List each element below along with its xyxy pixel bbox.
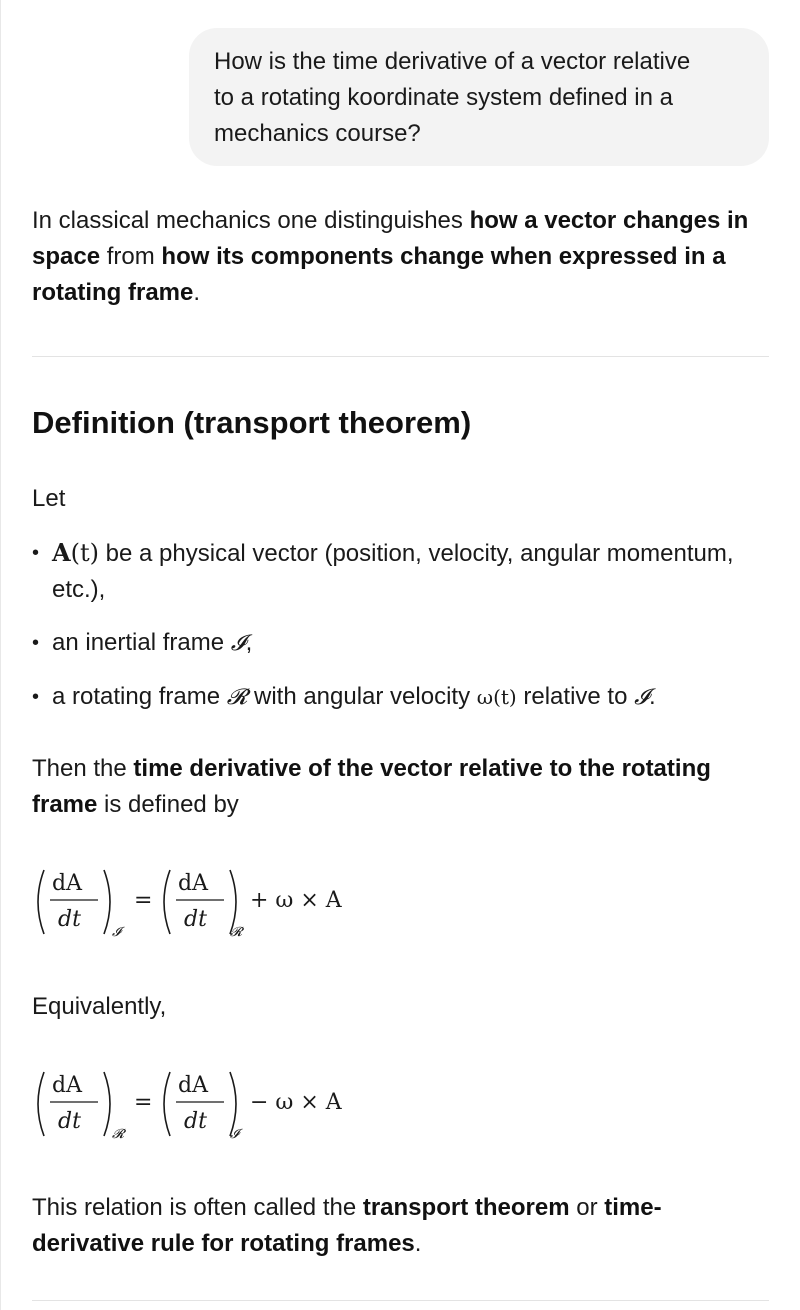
math-symbol: A	[52, 538, 71, 567]
user-message-line: to a rotating koordinate system defined in a	[214, 84, 673, 111]
fraction-numerator: dA	[178, 1073, 208, 1098]
paren-right	[104, 1072, 110, 1136]
subscript: 𝓡	[112, 1127, 125, 1142]
text-run: or	[569, 1194, 605, 1221]
let-text: Let	[32, 485, 66, 512]
bold-text: how its components change when expressed in a rotating frame	[32, 243, 726, 306]
list-item-text: with angular velocity	[247, 683, 477, 710]
fraction-numerator: dA	[178, 871, 208, 896]
equation-1	[32, 862, 392, 942]
bullet-dot: •	[32, 632, 40, 654]
text-run: from	[100, 243, 162, 270]
fraction-numerator: dA	[52, 1073, 82, 1098]
equals-sign: =	[134, 888, 153, 913]
fraction-denominator: dt	[58, 1109, 81, 1134]
fraction-numerator: dA	[52, 871, 82, 896]
fraction-denominator: dt	[184, 907, 207, 932]
fraction-denominator: dt	[58, 907, 81, 932]
bold-text: time derivative of the vector relative to the rotating frame	[32, 755, 711, 818]
section-divider	[32, 356, 769, 357]
equation-2	[32, 1064, 392, 1144]
equals-sign: =	[134, 1090, 153, 1115]
subscript: 𝓘	[230, 1127, 239, 1142]
math-symbol: (t)	[70, 539, 99, 567]
user-message-bubble	[189, 28, 769, 166]
subscript: 𝓘	[112, 925, 121, 940]
list-item-text: .	[648, 683, 656, 710]
bold-text: transport theorem	[362, 1194, 570, 1221]
list-item	[32, 679, 772, 716]
math-symbol: 𝓘	[634, 685, 649, 710]
text-run: Then the	[32, 755, 134, 782]
list-item-text: relative to	[516, 683, 635, 710]
subscript: 𝓡	[230, 925, 243, 940]
paren-left	[38, 870, 44, 934]
list-item-text: a rotating frame	[52, 683, 227, 710]
fraction-denominator: dt	[184, 1109, 207, 1134]
text-run: In classical mechanics one distinguishes	[32, 207, 470, 234]
bold-text: how a vector changes in space	[32, 207, 749, 270]
text-run: is defined by	[97, 791, 239, 818]
paren-left	[164, 1072, 170, 1136]
list-item-text: be a physical vector (position, velocity, angular momentum, etc.),	[52, 540, 734, 603]
paren-left	[38, 1072, 44, 1136]
text-run: .	[414, 1230, 422, 1257]
user-message-line: How is the time derivative of a vector relative	[214, 48, 691, 75]
paren-right	[104, 870, 110, 934]
math-symbol: 𝓘	[230, 631, 246, 656]
math-symbol: ω(t)	[476, 685, 517, 709]
bullet-dot: •	[32, 686, 40, 708]
section-divider	[32, 1300, 769, 1301]
closing-paragraph	[32, 1190, 772, 1262]
list-item-text: ,	[245, 629, 253, 656]
equation-tail: − ω × A	[250, 1090, 342, 1115]
text-run: .	[193, 279, 201, 306]
list-item	[32, 625, 772, 662]
equation-tail: + ω × A	[250, 888, 342, 913]
list-item	[32, 535, 772, 608]
bold-text: time-derivative rule for rotating frames	[32, 1194, 662, 1257]
list-item-text: an inertial frame	[52, 629, 231, 656]
paren-left	[164, 870, 170, 934]
bullet-dot: •	[32, 542, 40, 564]
intro-paragraph	[32, 203, 772, 311]
user-message-line: mechanics course?	[214, 120, 421, 147]
section-heading: Definition (transport theorem)	[32, 405, 472, 440]
left-border	[0, 0, 1, 1310]
math-symbol: 𝓡	[226, 685, 248, 710]
equivalently-text: Equivalently,	[32, 993, 167, 1020]
then-paragraph	[32, 751, 772, 823]
text-run: This relation is often called the	[32, 1194, 363, 1221]
